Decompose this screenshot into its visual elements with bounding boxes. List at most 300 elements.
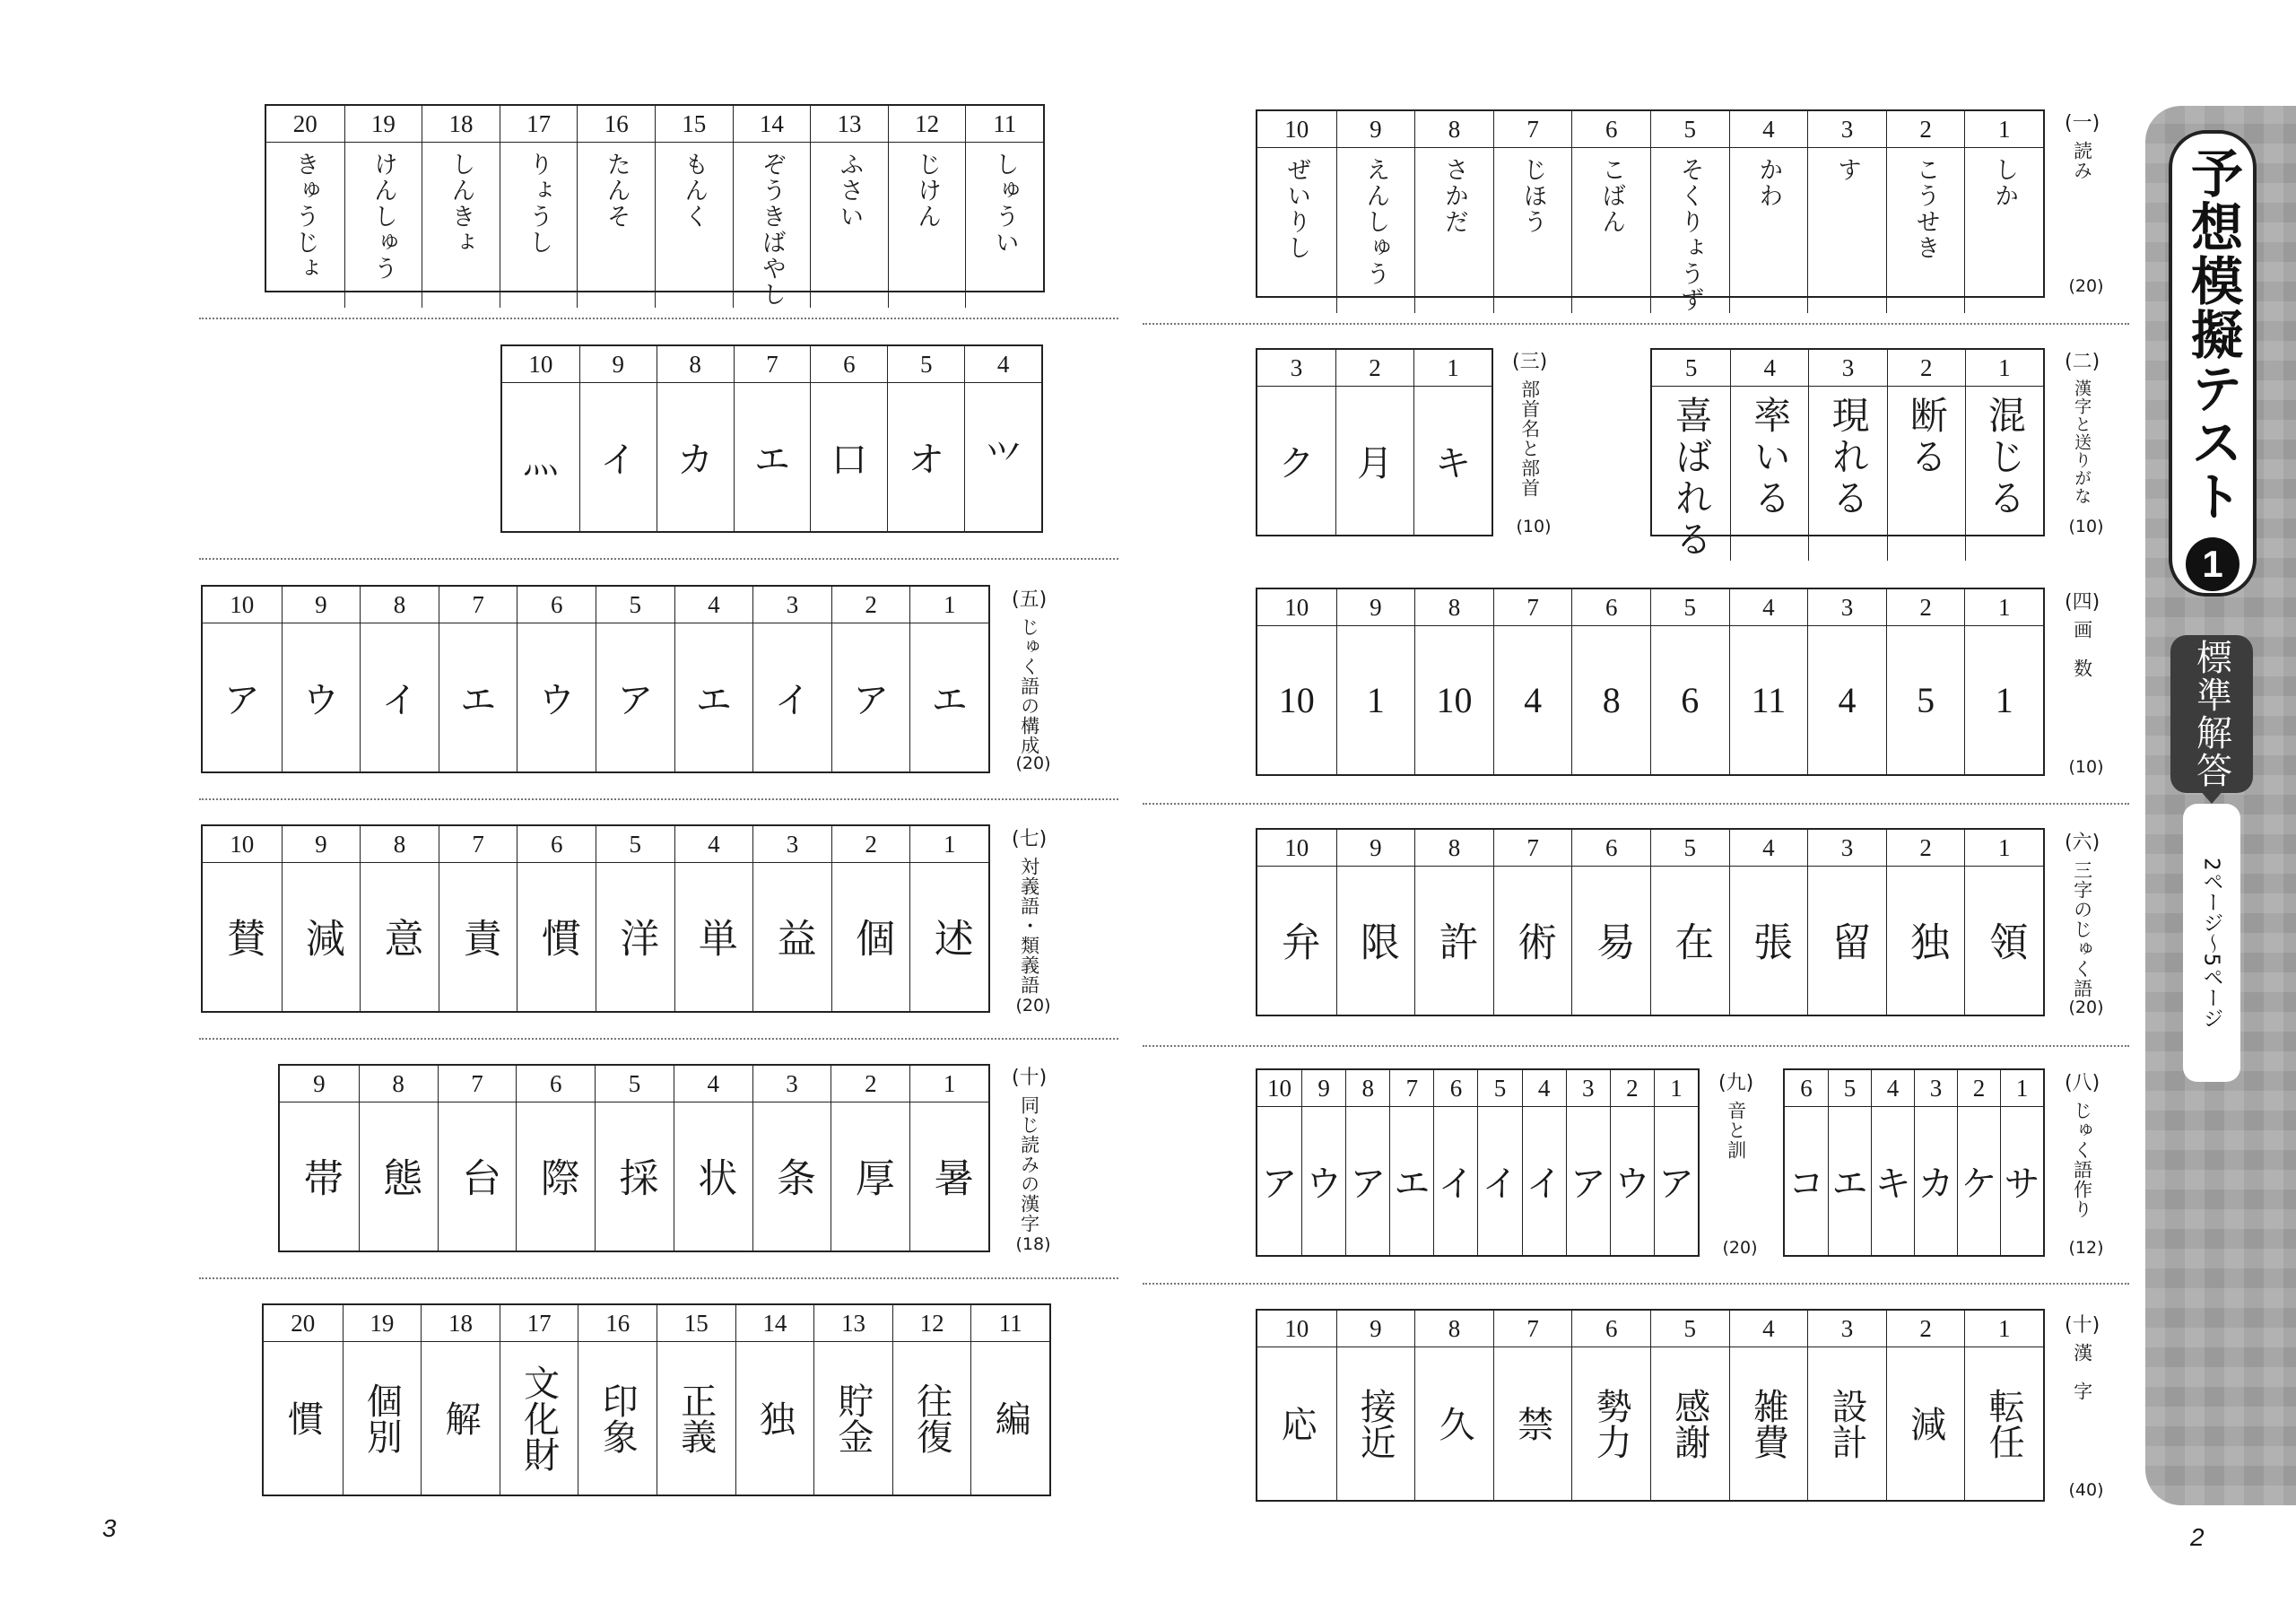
answer-cell (1807, 830, 1886, 1015)
answer-area (811, 143, 888, 308)
answer-cell (887, 346, 964, 531)
answer-cell (1257, 350, 1335, 535)
answer-text: 益 (770, 917, 816, 957)
answer-area (735, 383, 811, 531)
question-number: 5 (596, 826, 674, 863)
answer-area (1415, 867, 1493, 1015)
answer-text: 禁 (1511, 1406, 1553, 1442)
answer-cell (1389, 1070, 1433, 1255)
question-number: 4 (1730, 830, 1808, 867)
bushu-name-answers-grid (1256, 348, 1493, 536)
question-number: 8 (1415, 111, 1493, 148)
points-10: (18) (1015, 1234, 1051, 1254)
question-number: 5 (1829, 1070, 1871, 1107)
answer-area (1572, 626, 1650, 774)
answer-cell (1964, 589, 2043, 774)
answer-cell (1807, 1311, 1886, 1500)
answer-cell (359, 1066, 438, 1251)
answer-area (1337, 867, 1415, 1015)
answer-text: そくりょうず (1675, 157, 1704, 313)
answer-text: 貯金 (831, 1382, 874, 1454)
question-number: 5 (1651, 830, 1729, 867)
answer-area (203, 863, 282, 1011)
answer-cell (516, 1066, 595, 1251)
question-number: 10 (203, 587, 282, 623)
answer-cell (1413, 350, 1492, 535)
answer-cell (1729, 589, 1808, 774)
answer-area (344, 1342, 422, 1495)
answer-text: 限 (1352, 920, 1399, 961)
answer-text: 弁 (1274, 920, 1320, 961)
answer-area (1872, 1107, 1914, 1255)
answer-cell (343, 1305, 422, 1495)
answer-area (2001, 1107, 2043, 1255)
question-number: 2 (1611, 1070, 1654, 1107)
answer-cell (360, 826, 439, 1011)
question-number: 17 (500, 106, 578, 143)
answer-text: 往復 (910, 1382, 952, 1454)
answer-text: ア (223, 680, 260, 721)
points-3: (10) (1516, 517, 1552, 536)
question-number: 4 (1523, 1070, 1566, 1107)
answer-cell (1650, 830, 1729, 1015)
answer-text: 月 (1357, 443, 1393, 484)
answer-text: エ (1394, 1163, 1431, 1205)
answer-cell (1650, 1311, 1729, 1500)
question-number: 3 (1808, 1311, 1886, 1347)
answer-area (361, 863, 439, 1011)
answer-label-box (2170, 635, 2253, 793)
question-number: 2 (1887, 589, 1965, 626)
answer-label: 標準解答 (2190, 639, 2232, 789)
answer-cell (735, 1305, 814, 1495)
separator (1143, 1045, 2129, 1047)
answer-cell (517, 826, 596, 1011)
answer-text: 設計 (1825, 1388, 1867, 1460)
question-number: 9 (283, 587, 361, 623)
answer-text: 口 (831, 440, 867, 481)
section-label-3: (三) 部首名と部首 (1512, 351, 1548, 498)
answer-cell (282, 587, 361, 771)
answer-area (1494, 867, 1572, 1015)
answer-cell (500, 1305, 578, 1495)
separator (199, 558, 1118, 560)
page-range: 2ページ～5ページ (2199, 857, 2223, 1029)
answer-area (1257, 626, 1336, 774)
answer-text: 正義 (674, 1382, 717, 1454)
question-number: 19 (344, 1305, 422, 1342)
answer-cell (1414, 111, 1493, 313)
answer-area (1888, 387, 1965, 561)
answer-area (1651, 626, 1729, 774)
answer-area (1808, 626, 1886, 774)
question-number: 2 (1887, 111, 1965, 148)
answer-text: こばん (1597, 157, 1626, 235)
answer-text: 応 (1275, 1406, 1318, 1442)
question-number: 1 (2001, 1070, 2043, 1107)
answer-text: 10 (1436, 680, 1473, 720)
question-number: 14 (736, 1305, 814, 1342)
question-number: 6 (517, 826, 596, 863)
answer-cell (1571, 1311, 1650, 1500)
question-number: 16 (578, 106, 655, 143)
answer-cell (1964, 830, 2043, 1015)
answer-cell (1650, 589, 1729, 774)
question-number: 8 (360, 1066, 438, 1102)
answer-text: ケ (1961, 1163, 1997, 1205)
question-number: 9 (1337, 111, 1415, 148)
answer-area (580, 383, 657, 531)
question-number: 9 (283, 826, 361, 863)
question-number: 10 (1257, 589, 1336, 626)
answer-cell (1257, 830, 1336, 1015)
answer-cell (1652, 350, 1730, 561)
question-number: 2 (832, 826, 910, 863)
answer-area (1965, 148, 2043, 313)
answer-area (1809, 387, 1886, 561)
separator (199, 798, 1118, 800)
answer-text: す (1832, 157, 1861, 183)
answer-text: じほう (1518, 157, 1547, 235)
points-2: (10) (2068, 517, 2104, 536)
answer-area (360, 1102, 438, 1251)
question-number: 13 (811, 106, 888, 143)
question-number: 7 (1494, 830, 1572, 867)
answer-area (1337, 626, 1415, 774)
question-number: 12 (889, 106, 966, 143)
separator (1143, 1283, 2129, 1285)
answer-cell (1886, 830, 1965, 1015)
answer-cell (1729, 1311, 1808, 1500)
jukugo-making-answers-grid (1783, 1068, 2045, 1257)
points-9: (20) (1722, 1238, 1758, 1258)
answer-text: 厚 (848, 1156, 894, 1197)
question-number: 3 (753, 826, 831, 863)
answer-text: 4 (1524, 680, 1543, 720)
answer-text: 文化財 (517, 1364, 560, 1472)
answer-cell (1965, 350, 2043, 561)
answer-area (889, 143, 966, 308)
answer-cell (1957, 1070, 2000, 1255)
answer-text: 独 (1903, 920, 1950, 961)
answer-area (1611, 1107, 1654, 1255)
answer-cell (1887, 350, 1965, 561)
answer-text: 解 (439, 1400, 481, 1436)
answer-area (1415, 148, 1493, 313)
question-number: 7 (439, 826, 517, 863)
answer-cell (831, 1066, 909, 1251)
page-range-box (2183, 804, 2240, 1082)
answer-text: 慣 (282, 1400, 324, 1436)
answer-area (517, 863, 596, 1011)
question-number: 4 (1731, 350, 1808, 387)
question-number: 3 (1915, 1070, 1957, 1107)
answer-text: エ (931, 680, 968, 721)
question-number: 5 (596, 587, 674, 623)
answer-text: ウ (538, 680, 575, 721)
answer-text: 印象 (596, 1382, 639, 1454)
answer-cell (439, 826, 517, 1011)
answer-area (1730, 1347, 1808, 1500)
answer-area (1257, 148, 1336, 313)
points-6: (20) (2068, 998, 2104, 1017)
section-label-8: (八) じゅく語作り (2065, 1072, 2100, 1219)
answer-cell (203, 587, 282, 771)
answer-area (1808, 148, 1886, 313)
question-number: 17 (500, 1305, 578, 1342)
answer-text: キ (1435, 443, 1471, 484)
answer-area (657, 1342, 735, 1495)
question-number: 8 (657, 346, 734, 383)
answer-area (1887, 148, 1965, 313)
question-number: 7 (439, 587, 517, 623)
answer-text: 1 (1995, 680, 2013, 720)
answer-area (596, 623, 674, 771)
answer-cell (1336, 830, 1415, 1015)
question-number: 10 (1257, 111, 1336, 148)
answer-area (1336, 387, 1413, 535)
answer-text: イ (381, 680, 418, 721)
answer-cell (360, 587, 439, 771)
answer-area (1965, 867, 2043, 1015)
answer-area (439, 863, 517, 1011)
answer-cell (1964, 111, 2043, 313)
answer-text: 転任 (1983, 1388, 2025, 1460)
question-number: 18 (422, 1305, 500, 1342)
answer-text: じけん (913, 152, 942, 230)
answer-cell (752, 587, 831, 771)
answer-text: 5 (1917, 680, 1935, 720)
answer-cell (1807, 589, 1886, 774)
section-label-2: (二) 漢字と送りがな (2065, 351, 2100, 505)
answer-area (832, 863, 910, 1011)
answer-text: 久 (1432, 1406, 1474, 1442)
separator (199, 318, 1118, 319)
answer-cell (577, 106, 655, 308)
answer-cell (810, 106, 888, 308)
question-number: 8 (1415, 830, 1493, 867)
answer-text: エ (753, 440, 790, 481)
answer-cell (1571, 589, 1650, 774)
question-number: 14 (734, 106, 811, 143)
answer-area (1965, 1347, 2043, 1500)
question-number: 10 (502, 346, 579, 383)
answer-text: 1 (1366, 680, 1385, 720)
answer-area (910, 1102, 988, 1251)
answer-text: ぞうきばやし (757, 152, 786, 308)
homophone-kanji-answers-grid (278, 1064, 990, 1252)
answer-cell (1336, 1311, 1415, 1500)
answer-cell (657, 1305, 735, 1495)
answer-cell (1257, 1070, 1301, 1255)
answer-area (814, 1342, 892, 1495)
question-number: 5 (1651, 1311, 1729, 1347)
question-number: 10 (1257, 830, 1336, 867)
answer-cell (1257, 1311, 1336, 1500)
answer-area (1965, 626, 2043, 774)
answer-cell (1477, 1070, 1521, 1255)
question-number: 1 (910, 1066, 988, 1102)
answer-text: 採 (612, 1156, 658, 1197)
question-number: 12 (893, 1305, 971, 1342)
answer-text: イ (1482, 1163, 1518, 1205)
answer-text: 6 (1681, 680, 1700, 720)
answer-area (657, 383, 734, 531)
answer-cell (1650, 111, 1729, 313)
answer-cell (1730, 350, 1808, 561)
answer-text: しゅうい (990, 152, 1019, 256)
question-number: 6 (1434, 1070, 1477, 1107)
answer-text: 許 (1431, 920, 1478, 961)
answer-cell (1729, 111, 1808, 313)
question-number: 19 (345, 106, 422, 143)
answer-text: ア (1350, 1163, 1387, 1205)
points-1: (20) (2068, 276, 2104, 296)
answer-text: こうせき (1911, 157, 1940, 261)
answer-area (1808, 1347, 1886, 1500)
question-number: 9 (1337, 830, 1415, 867)
question-number: 7 (1494, 111, 1572, 148)
answer-cell (888, 106, 966, 308)
answer-cell (734, 346, 811, 531)
question-number: 8 (1415, 589, 1493, 626)
answer-text: ア (1570, 1163, 1606, 1205)
answer-text: 感謝 (1668, 1388, 1710, 1460)
answer-area (1257, 867, 1336, 1015)
answer-text: カ (677, 440, 714, 481)
points-11: (40) (2068, 1480, 2104, 1500)
question-number: 8 (361, 826, 439, 863)
section-label-4: (四) 画数 (2065, 591, 2100, 697)
title-box (2169, 130, 2257, 597)
answer-text: ア (617, 680, 654, 721)
answer-area (500, 1342, 578, 1495)
question-number: 15 (656, 106, 733, 143)
answer-cell (674, 587, 753, 771)
answer-area (264, 1342, 343, 1495)
answer-cell (1808, 350, 1886, 561)
answer-cell (733, 106, 811, 308)
answer-cell (1964, 1311, 2043, 1500)
answer-cell (2000, 1070, 2043, 1255)
answer-area (965, 383, 1041, 531)
answer-area (1730, 148, 1808, 313)
answer-text: 現れる (1826, 396, 1871, 519)
answer-text: しんきょ (447, 152, 475, 256)
answer-area (1887, 626, 1965, 774)
answer-area (831, 1102, 909, 1251)
answer-cell (1493, 111, 1572, 313)
answer-text: 4 (1838, 680, 1857, 720)
answer-text: ア (1657, 1163, 1694, 1205)
answer-area (1652, 387, 1730, 561)
answer-area (1915, 1107, 1957, 1255)
question-number: 6 (1572, 111, 1650, 148)
answer-cell (578, 1305, 657, 1495)
answer-area (517, 1102, 595, 1251)
question-number: 10 (1257, 1070, 1301, 1107)
answer-area (1257, 1347, 1336, 1500)
answer-text: キ (1874, 1163, 1911, 1205)
answer-text: 在 (1667, 920, 1714, 961)
answer-area (1731, 387, 1808, 561)
question-number: 3 (1257, 350, 1335, 387)
answer-cell (1336, 111, 1415, 313)
answer-area (1523, 1107, 1566, 1255)
bushu-answers-grid (500, 344, 1043, 533)
answer-text: エ (1831, 1163, 1868, 1205)
answer-area (1494, 626, 1572, 774)
answer-area (966, 143, 1043, 308)
answer-cell (280, 1066, 359, 1251)
separator (199, 1038, 1118, 1040)
answer-text: りょうし (525, 152, 553, 256)
question-number: 5 (596, 1066, 674, 1102)
answer-text: サ (2004, 1163, 2040, 1205)
answer-text: 台 (454, 1156, 500, 1197)
points-4: (10) (2068, 757, 2104, 777)
answer-text: 雑費 (1747, 1388, 1789, 1460)
question-number: 9 (1337, 589, 1415, 626)
answer-cell (674, 826, 753, 1011)
answer-cell (1433, 1070, 1477, 1255)
question-number: 6 (1785, 1070, 1828, 1107)
answer-cell (344, 106, 422, 308)
answer-text: 洋 (613, 917, 659, 957)
answer-cell (909, 1066, 988, 1251)
answer-area (753, 1102, 831, 1251)
answer-text: ウ (1306, 1163, 1343, 1205)
question-number: 20 (266, 106, 344, 143)
answer-area (1257, 1107, 1301, 1255)
answer-text: さかだ (1439, 157, 1468, 235)
answer-area (1730, 867, 1808, 1015)
answer-text: 留 (1824, 920, 1871, 961)
answer-text: エ (695, 680, 732, 721)
question-number: 4 (965, 346, 1041, 383)
answer-text: きゅうじょ (291, 152, 319, 282)
question-number: 1 (1965, 830, 2043, 867)
answer-area (266, 143, 344, 308)
answer-area (1478, 1107, 1521, 1255)
question-number: 7 (1494, 1311, 1572, 1347)
answer-area (203, 623, 282, 771)
question-number: 4 (1872, 1070, 1914, 1107)
answer-text: エ (460, 680, 497, 721)
answer-area (1887, 1347, 1965, 1500)
answer-cell (810, 346, 887, 531)
answer-text: 張 (1745, 920, 1792, 961)
page-number-left: 3 (102, 1514, 117, 1542)
answer-text: イ (1526, 1163, 1562, 1205)
answer-text: 個別 (361, 1382, 403, 1454)
question-number: 2 (1887, 1311, 1965, 1347)
question-number: 11 (971, 1305, 1049, 1342)
answer-cell (892, 1305, 971, 1495)
question-number: 4 (675, 826, 753, 863)
answer-cell (264, 1305, 343, 1495)
answer-cell (502, 346, 579, 531)
answer-cell (596, 587, 674, 771)
separator (199, 1277, 1118, 1279)
answer-text: たんそ (602, 152, 631, 230)
answer-cell (1610, 1070, 1654, 1255)
kanji-answers-grid (1256, 1309, 2045, 1502)
answer-text: イ (1438, 1163, 1474, 1205)
question-number: 6 (811, 346, 887, 383)
answer-cell (1336, 589, 1415, 774)
answer-area (910, 863, 988, 1011)
